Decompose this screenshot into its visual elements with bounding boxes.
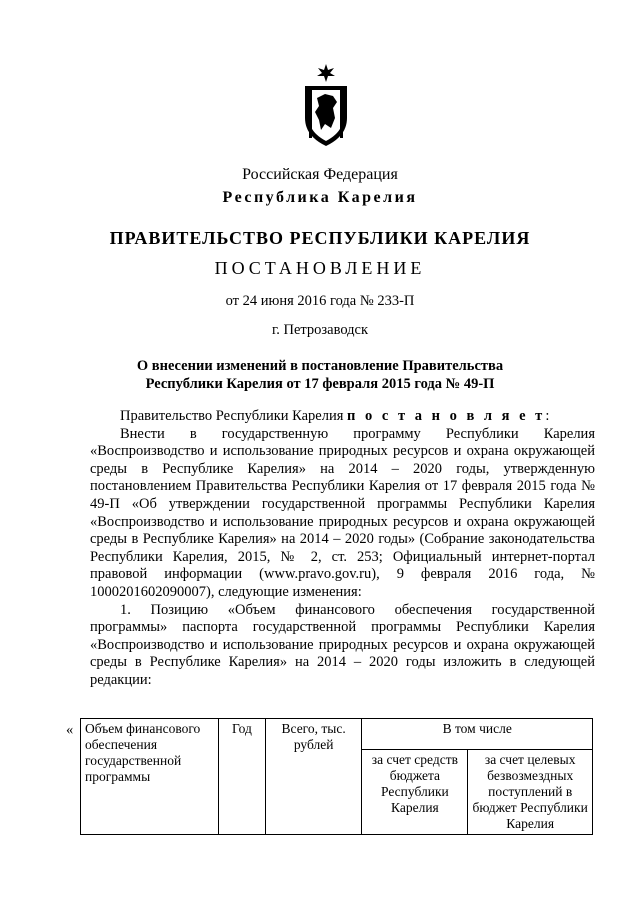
document-city: г. Петрозаводск	[271, 322, 369, 338]
header-budget: за счет средств бюджета Республики Карелия	[362, 750, 468, 835]
subject-line-2: Республики Карелия от 17 февраля 2015 года № 49-П	[145, 376, 495, 392]
table-open-quote: «	[66, 722, 74, 738]
document-subject	[0, 357, 640, 393]
document-body	[90, 408, 595, 690]
government-title: ПРАВИТЕЛЬСТВО РЕСПУБЛИКИ КАРЕЛИЯ	[109, 228, 531, 248]
header-including: В том числе	[362, 719, 593, 750]
document-type: ПОСТАНОВЛЕНИЕ	[214, 258, 426, 278]
header-grants: за счет целевых безвозмездных поступлений в бюджет Республики Карелия	[468, 750, 593, 835]
header-total: Всего, тыс. рублей	[265, 719, 362, 835]
preamble	[90, 408, 595, 426]
document-date-number: от 24 июня 2016 года № 233-П	[225, 293, 415, 309]
preamble-suffix: :	[545, 408, 550, 424]
header-year: Год	[219, 719, 266, 835]
financing-table	[80, 718, 593, 835]
subject-line-1: О внесении изменений в постановление Правительства	[136, 358, 504, 374]
preamble-verb: п о с т а н о в л я е т	[347, 408, 546, 424]
table-header-row	[81, 719, 593, 750]
republic-title: Республика Карелия	[222, 189, 418, 206]
federation-title: Российская Федерация	[242, 166, 398, 183]
preamble-prefix: Правительство Республики Карелия	[120, 408, 348, 424]
paragraph-1: Внести в государственную программу Республики Карелия «Воспроизводство и использование природных ресурсов и охрана окружающей среды в Республике Карелия» на 2014 – 2020 годы, утвержденную постановлением Правительства Республики Карелия от 17 февраля 2015 года № 49-П «Об утверждении государственной программы Республики Карелия «Воспроизводство и использование природных ресурсов и охрана окружающей среды в Республике Карелия» на 2014 – 2020 годы» (Собрание законодательства Республики Карелия, 2015, № 2, ст. 253; Официальный интернет-портал правовой информации (www.pravo.gov.ru), 9 февраля 2016 года, № 1000201602090007), следующие изменения:	[90, 425, 595, 600]
paragraph-2: 1. Позицию «Объем финансового обеспечения государственной программы» паспорта государственной программы Республики Карелия «Воспроизводство и использование природных ресурсов и охрана окружающей среды в Республике Карелия» на 2014 – 2020 годы изложить в следующей редакции:	[90, 601, 595, 688]
header-item: Объем финансового обеспечения государственной программы	[81, 719, 219, 835]
coat-of-arms-karelia	[297, 62, 355, 148]
